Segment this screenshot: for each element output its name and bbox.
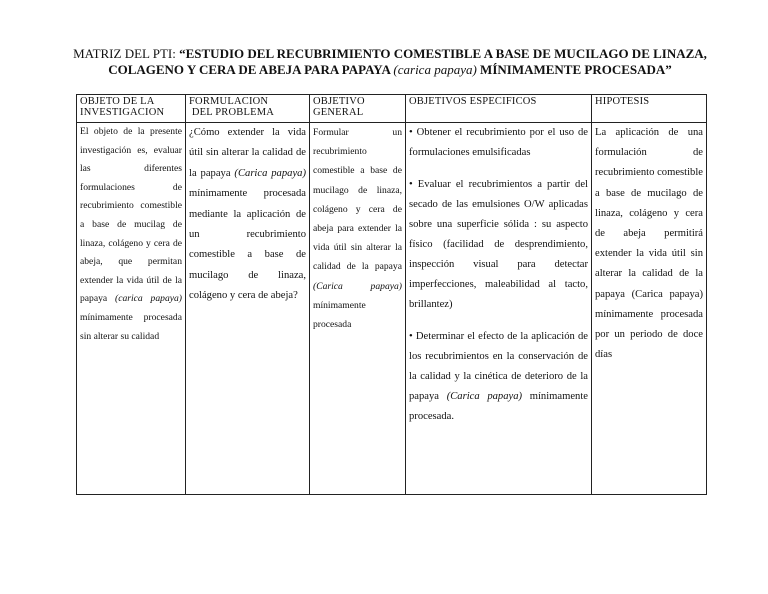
especifico-item-3	[409, 327, 588, 427]
header-objetivo-line1: OBJETIVO	[313, 96, 365, 107]
objeto-italic: (carica papaya)	[115, 293, 182, 305]
title-bold-line2: COLAGENO Y CERA DE ABEJA PARA PAPAYA	[108, 62, 394, 77]
especifico-item-3-text2: mínimamente procesada.	[409, 391, 588, 422]
header-objeto-line2: INVESTIGACION	[80, 107, 165, 118]
title-italic: (carica papaya)	[393, 62, 477, 77]
objeto-text2: mínimamente procesada sin alterar su calidad	[80, 311, 182, 342]
document-title	[60, 46, 720, 78]
table-body-row	[77, 123, 707, 495]
especifico-item-3-text1: • Determinar el efecto de la aplicación de los recubrimientos en la conservación de la calidad y la cinética de deterioro de la papaya	[409, 331, 588, 402]
especifico-item-2: • Evaluar el recubrimientos a partir del secado de las emulsiones O/W aplicadas sobre una superficie sólida : su aspecto físico (facilidad de desprendimiento, inspección visual para detectar imperfecciones, maleabilidad al tacto, brillantez)	[409, 179, 588, 310]
cell-especificos	[406, 123, 592, 495]
formulacion-italic: (Carica papaya)	[234, 167, 306, 179]
cell-objetivo-general	[310, 123, 406, 495]
table-header-row	[77, 95, 707, 123]
header-especificos	[406, 95, 592, 123]
research-matrix-table	[76, 94, 707, 495]
formulacion-text1: ¿Cómo extender la vida útil sin alterar la calidad de la papaya	[189, 127, 306, 179]
cell-formulacion	[186, 123, 310, 495]
header-formulacion-line2: DEL PROBLEMA	[189, 107, 275, 118]
header-objeto-line1: OBJETO DE LA	[80, 96, 155, 107]
formulacion-text2: mínimamente procesada mediante la aplicación de un recubrimiento comestible a base de mucilago de linaza, colágeno y cera de abeja?	[189, 188, 306, 302]
especifico-item-3-italic: (Carica papaya)	[446, 391, 523, 402]
title-bold-line1: “ESTUDIO DEL RECUBRIMIENTO COMESTIBLE A BASE DE MUCILAGO DE LINAZA,	[179, 46, 707, 61]
header-objetivo-general	[310, 95, 406, 123]
header-especificos-label: OBJETIVOS ESPECIFICOS	[409, 96, 537, 107]
especifico-item-1: • Obtener el recubrimiento por el uso de formulaciones emulsificadas	[409, 127, 588, 158]
objetivo-text1: Formular un recubrimiento comestible a base de mucilago de linaza, colágeno y cera de abeja para extender la vida útil sin alterar la calidad de la papaya	[313, 127, 402, 273]
title-prefix: MATRIZ DEL PTI:	[73, 46, 180, 61]
header-objetivo-line2: GENERAL	[313, 107, 364, 118]
objeto-text1: El objeto de la presente investigación es, evaluar las diferentes formulaciones de recubrimiento comestible a base de mucilag de linaza, colágeno y cera de abeja, que permitan extender la vida útil de la papaya	[80, 126, 182, 305]
header-hipotesis-label: HIPOTESIS	[595, 96, 650, 107]
hipotesis-text: La aplicación de una formulación de recubrimiento comestible a base de mucilago de linaza, colágeno y cera de abeja permitirá extender la vida útil sin alterar la calidad de la papaya (Carica papaya) mínimamente procesada por un periodo de doce días	[595, 127, 703, 361]
header-objeto	[77, 95, 186, 123]
cell-objeto	[77, 123, 186, 495]
header-hipotesis	[592, 95, 707, 123]
header-formulacion-line1: FORMULACION	[189, 96, 269, 107]
cell-hipotesis	[592, 123, 707, 495]
objetivo-text2: mínimamente procesada	[313, 299, 366, 331]
title-bold-end: MÍNIMAMENTE PROCESADA”	[476, 62, 672, 77]
objetivo-italic: (Carica papaya)	[313, 280, 402, 292]
header-formulacion	[186, 95, 310, 123]
